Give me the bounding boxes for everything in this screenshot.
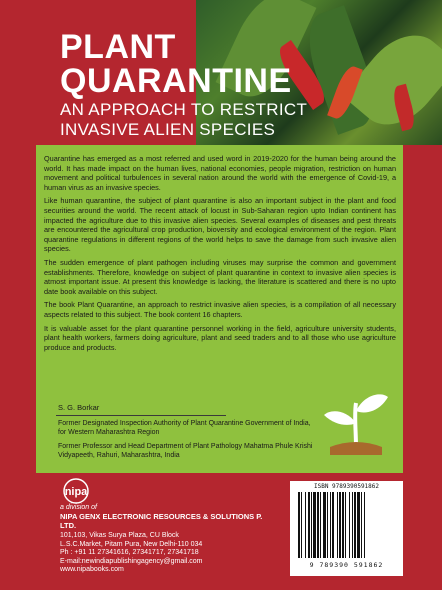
- barcode-bar: [357, 492, 360, 558]
- barcode-bar: [352, 492, 353, 558]
- address-line: Ph : +91 11 27341616, 27341717, 27341718: [60, 549, 199, 556]
- barcode-bar: [313, 492, 316, 558]
- barcode-bar: [330, 492, 331, 558]
- barcode-bar: [298, 492, 300, 558]
- seedling-icon: [316, 385, 396, 470]
- barcode-bar: [320, 492, 321, 558]
- barcode-bar: [327, 492, 328, 558]
- title-line-2: QUARANTINE: [60, 62, 292, 100]
- barcode-bar: [337, 492, 338, 558]
- blurb-paragraph: Like human quarantine, the subject of plant quarantine is also an important subject in the plant and food securities around the world. The recent attack of locust in Sub-Saharan region upto Indian continent has impacted the agriculture due to this invasive alien species. Several examples of diseases and pest threats are encountered the agricultural crop production, bioversity and ecological environment of the region. Plant quarantine regulations in different regions of the world helps to save the damage from such invasive alien species.: [44, 196, 396, 254]
- address-line: L.S.C.Market, Pitam Pura, New Delhi-110 034: [60, 540, 203, 548]
- nipa-logo: [56, 478, 96, 504]
- subtitle-line-2: INVASIVE ALIEN SPECIES: [60, 120, 276, 139]
- barcode-bar: [317, 492, 319, 558]
- barcode-bar: [323, 492, 326, 558]
- author-affiliation-2: Former Professor and Head Department of Plant Pathology Mahatma Phule Krishi Vidyapeeth, Rahuri, Maharashtra, India: [58, 443, 313, 459]
- blurb-paragraph: The book Plant Quarantine, an approach to restrict invasive alien species, is a compilation of all necessary aspects related to this subject. The book content 16 chapters.: [44, 300, 396, 319]
- publisher-address: [60, 532, 203, 575]
- barcode-bar: [332, 492, 334, 558]
- barcode-bar: [342, 492, 344, 558]
- barcode-bar: [305, 492, 306, 558]
- barcode-bar: [301, 492, 302, 558]
- logo-text: nipa: [64, 486, 88, 498]
- subtitle-line-1: AN APPROACH TO RESTRICT: [60, 100, 308, 119]
- address-line: E-mail:newindiapublishingagency@gmail.com: [60, 557, 203, 565]
- barcode-bar: [345, 492, 346, 558]
- blurb-text: [44, 154, 396, 356]
- blurb-paragraph: It is valuable asset for the plant quarantine personnel working in the field, agriculture university students, plant health workers, farmers doing agriculture, plant and seed traders and to all those who use agriculture produce and products.: [44, 323, 396, 352]
- barcode-bar: [364, 492, 365, 558]
- barcode-bar: [349, 492, 350, 558]
- publisher-division-label: a division of: [60, 504, 97, 511]
- blurb-paragraph: Quarantine has emerged as a most referred and used word in 2019-2020 for the human being around the world. It has made impact on the human lives, national economies, people migration, restriction on human movement and political turbulences in several nation around the world with the emergence of Covid-19, a human virus as an invasive species.: [44, 154, 396, 192]
- blurb-paragraph: The sudden emergence of plant pathogen including viruses may surprise the common and government establishments. Therefore, knowledge on subject of plant quarantine in context to invasive alien species is atmost important issue. At present this knowledge is lacking, the literature is scattered and there is no upto date book available on this subject.: [44, 257, 396, 296]
- barcode-bars: [298, 492, 395, 558]
- author-name: S. G. Borkar: [58, 403, 100, 412]
- barcode-bar: [308, 492, 310, 558]
- author-divider: [56, 415, 226, 416]
- publisher-name: NIPA GENX ELECTRONIC RESOURCES & SOLUTIONS P. LTD.: [60, 512, 263, 530]
- barcode-bar: [311, 492, 312, 558]
- barcode-bar: [354, 492, 356, 558]
- barcode-bar: [361, 492, 362, 558]
- address-line: 101,103, Vikas Surya Plaza, CU Block: [60, 532, 179, 539]
- isbn-digits: 9 789390 591862: [309, 561, 384, 569]
- title-line-1: PLANT: [60, 28, 176, 66]
- isbn-barcode: [290, 481, 403, 576]
- isbn-label: ISBN 9789390591862: [313, 483, 380, 490]
- author-affiliation-1: Former Designated Inspection Authority of Plant Quarantine Government of India, for Western Maharashtra Region: [58, 420, 311, 436]
- barcode-bar: [339, 492, 341, 558]
- address-line: www.nipabooks.com: [60, 566, 124, 573]
